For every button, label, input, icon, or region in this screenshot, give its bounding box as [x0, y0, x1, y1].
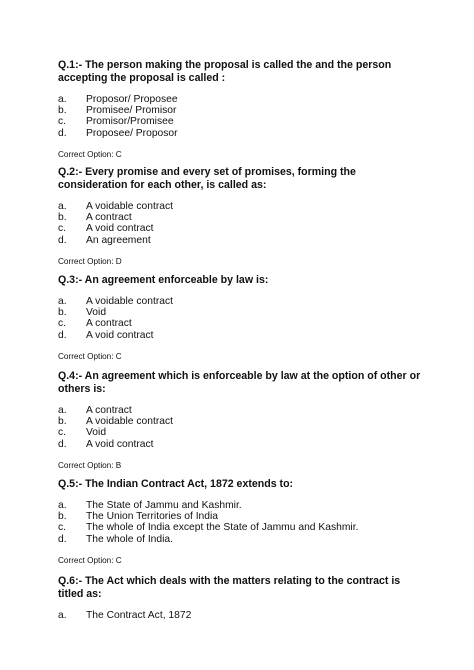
- option-text: A voidable contract: [86, 201, 174, 212]
- option-item: [58, 405, 424, 416]
- options-list: [58, 94, 424, 139]
- option-text: Promisor/Promisee: [86, 116, 174, 128]
- options-list: [58, 500, 424, 545]
- option-item: [58, 610, 424, 621]
- question-title: Q.6:- The Act which deals with the matters relating to the contract is titled as:: [58, 575, 401, 600]
- options-list: [58, 296, 424, 341]
- question-5: [58, 478, 424, 566]
- option-letter: b.: [58, 307, 67, 319]
- option-letter: b.: [58, 511, 67, 523]
- option-item: [58, 534, 424, 545]
- option-letter: a.: [58, 500, 67, 511]
- option-text: The whole of India.: [86, 533, 174, 545]
- option-item: [58, 307, 424, 318]
- option-item: [58, 116, 424, 127]
- option-text: Proposee/ Proposor: [86, 127, 178, 139]
- option-letter: a.: [58, 610, 67, 621]
- question-title: Q.2:- Every promise and every set of promises, forming the consideration for each other, is called as:: [58, 166, 356, 191]
- option-text: An agreement: [86, 234, 151, 246]
- option-letter: b.: [58, 105, 67, 117]
- option-letter: b.: [58, 416, 67, 428]
- option-text: The whole of India except the State of Jammu and Kashmir.: [86, 522, 359, 534]
- option-item: [58, 128, 424, 139]
- option-item: [58, 105, 424, 116]
- option-text: The State of Jammu and Kashmir.: [86, 500, 242, 511]
- option-item: [58, 296, 424, 307]
- option-item: [58, 439, 424, 450]
- question-title: Q.3:- An agreement enforceable by law is:: [58, 274, 269, 286]
- option-letter: c.: [58, 427, 67, 439]
- question-title: Q.5:- The Indian Contract Act, 1872 extends to:: [58, 478, 294, 490]
- option-item: [58, 235, 424, 246]
- option-letter: a.: [58, 296, 67, 307]
- option-text: The Contract Act, 1872: [86, 610, 192, 621]
- option-text: A voidable contract: [86, 416, 174, 428]
- option-letter: a.: [58, 201, 67, 212]
- option-item: [58, 522, 424, 533]
- correct-option: Correct Option: D: [58, 256, 122, 266]
- option-item: [58, 427, 424, 438]
- option-item: [58, 500, 424, 511]
- correct-option: Correct Option: C: [58, 555, 122, 565]
- question-title: Q.4:- An agreement which is enforceable by law at the option of other or others is:: [58, 370, 421, 395]
- option-letter: b.: [58, 212, 67, 224]
- option-item: [58, 511, 424, 522]
- option-text: A voidable contract: [86, 296, 174, 307]
- option-text: Void: [86, 307, 107, 319]
- option-item: [58, 223, 424, 234]
- correct-option: Correct Option: B: [58, 460, 122, 470]
- option-text: Void: [86, 427, 107, 439]
- option-letter: c.: [58, 318, 67, 330]
- question-3: [58, 274, 424, 362]
- option-letter: d.: [58, 533, 67, 545]
- option-item: [58, 94, 424, 105]
- option-letter: c.: [58, 223, 67, 235]
- correct-option: Correct Option: C: [58, 351, 122, 361]
- option-letter: a.: [58, 405, 67, 416]
- option-text: A void contract: [86, 438, 154, 450]
- option-item: [58, 416, 424, 427]
- option-item: [58, 318, 424, 329]
- question-4: [58, 370, 424, 471]
- option-item: [58, 212, 424, 223]
- question-2: [58, 166, 424, 267]
- option-item: [58, 201, 424, 212]
- option-letter: c.: [58, 522, 67, 534]
- option-letter: d.: [58, 234, 67, 246]
- question-title: Q.1:- The person making the proposal is called the and the person accepting the proposal is called :: [58, 59, 392, 84]
- option-letter: c.: [58, 116, 67, 128]
- option-letter: d.: [58, 438, 67, 450]
- option-text: The Union Territories of India: [86, 511, 219, 523]
- option-text: A contract: [86, 405, 132, 416]
- option-text: A void contract: [86, 223, 154, 235]
- option-text: Proposor/ Proposee: [86, 94, 178, 105]
- option-text: A contract: [86, 212, 132, 224]
- option-item: [58, 330, 424, 341]
- option-letter: d.: [58, 127, 67, 139]
- option-text: A void contract: [86, 329, 154, 341]
- question-6: [58, 575, 424, 621]
- option-text: A contract: [86, 318, 132, 330]
- options-list: [58, 405, 424, 450]
- option-text: Promisee/ Promisor: [86, 105, 177, 117]
- options-list: [58, 610, 424, 621]
- option-letter: d.: [58, 329, 67, 341]
- correct-option: Correct Option: C: [58, 149, 122, 159]
- options-list: [58, 201, 424, 246]
- question-1: [58, 59, 424, 160]
- option-letter: a.: [58, 94, 67, 105]
